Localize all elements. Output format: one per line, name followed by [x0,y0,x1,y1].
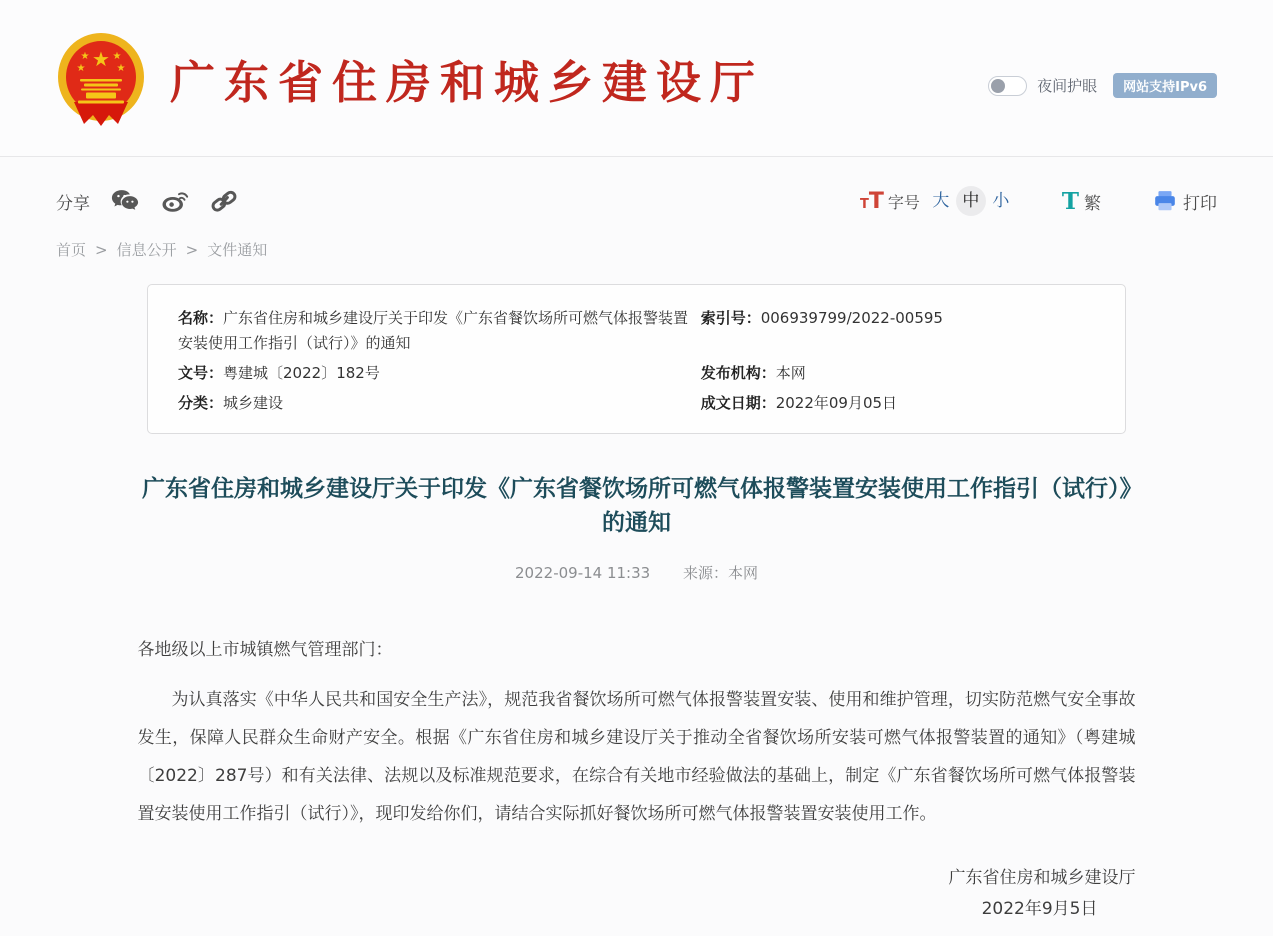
meta-doc-number-label: 文号： [178,364,224,382]
traditional-chinese-button[interactable] [1062,188,1101,215]
source-label: 来源：本网 [682,564,758,582]
article-title: 广东省住房和城乡建设厅关于印发《广东省餐饮场所可燃气体报警装置安装使用工作指引（试行）》的通知 [142,476,1131,536]
meta-category-value: 城乡建设 [223,394,284,412]
font-size-label: 字号 [887,192,920,212]
meta-date-label: 成文日期： [700,394,776,412]
print-button[interactable] [1153,189,1217,214]
weibo-share-button[interactable] [160,189,190,214]
wechat-icon [110,189,140,213]
toggle-knob [991,79,1005,93]
svg-text:★: ★ [92,47,110,71]
meta-publisher-value: 本网 [775,364,806,382]
site-header [0,0,1273,157]
meta-doc-number-value: 粤建城〔2022〕182号 [223,364,380,382]
publish-datetime: 2022-09-14 11:33 [515,564,651,582]
breadcrumb-info-disclosure[interactable]: 信息公开 [116,241,177,259]
breadcrumb-home[interactable]: 首页 [56,241,87,259]
body-paragraph: 为认真落实《中华人民共和国安全生产法》，规范我省餐饮场所可燃气体报警装置安装、使用和维护管理，切实防范燃气安全事故发生，保障人民群众生命财产安全。根据《广东省住房和城乡建设厅关于推动全省餐饮场所安装可燃气体报警装置的通知》（粤建城〔2022〕287号）和有关法律、法规以及标准规范要求，在综合有关地市经验做法的基础上，制定《广东省餐饮场所可燃气体报警装置安装使用工作指引（试行）》，现印发给你们，请结合实际抓好餐饮场所可燃气体报警装置安装使用工作。 [137,690,1136,824]
font-size-large-button[interactable]: 大 [932,191,950,211]
copy-link-button[interactable] [210,189,238,214]
share-label: 分享 [56,193,90,214]
meta-publisher-label: 发布机构： [700,364,776,382]
meta-category-label: 分类： [178,394,224,412]
night-mode-label: 夜间护眼 [1037,77,1098,95]
traditional-label: 繁 [1084,193,1101,214]
wechat-share-button[interactable] [110,189,140,213]
breadcrumb-separator: > [95,240,108,259]
meta-name-label: 名称： [178,309,224,327]
font-size-small-button[interactable]: 小 [992,191,1010,211]
svg-text:★: ★ [116,63,126,74]
font-size-medium-button[interactable]: 中 [956,186,986,216]
meta-publisher [701,361,1095,386]
svg-text:★: ★ [112,51,122,62]
meta-index-label: 索引号： [700,309,761,327]
svg-text:★: ★ [76,63,86,74]
ipv6-badge: 网站支持IPv6 [1113,73,1217,98]
signature-block [138,863,1136,925]
traditional-t-icon: T [1061,187,1079,215]
article-meta [138,562,1136,583]
weibo-icon [160,189,190,214]
meta-index [701,306,1095,356]
salutation: 各地级以上市城镇燃气管理部门： [137,640,393,660]
printer-icon [1153,190,1177,212]
link-icon [210,189,238,214]
signature-date: 2022年9月5日 [981,899,1098,919]
article [138,472,1136,925]
night-mode-toggle[interactable] [988,76,1027,96]
meta-name [178,306,701,356]
svg-text:★: ★ [80,51,90,62]
meta-date-value: 2022年09月05日 [775,394,898,412]
meta-category [178,391,701,416]
document-metadata-box [147,284,1126,434]
meta-name-value: 广东省住房和城乡建设厅关于印发《广东省餐饮场所可燃气体报警装置安装使用工作指引（试行）》的通知 [178,309,689,352]
signature-org: 广东省住房和城乡建设厅 [948,868,1136,888]
print-label: 打印 [1183,193,1217,214]
breadcrumb-separator: > [185,240,199,259]
national-emblem-logo [56,32,146,126]
meta-index-value: 006939799/2022-00595 [760,309,943,327]
font-size-icon: TT [859,188,884,214]
toolbar [56,183,1217,219]
article-body [138,631,1136,833]
meta-doc-number [178,361,701,386]
breadcrumb-document-notice[interactable]: 文件通知 [207,241,268,259]
meta-date [701,391,1095,416]
breadcrumb [56,239,1217,260]
site-title: 广东省住房和城乡建设厅 [170,55,765,109]
